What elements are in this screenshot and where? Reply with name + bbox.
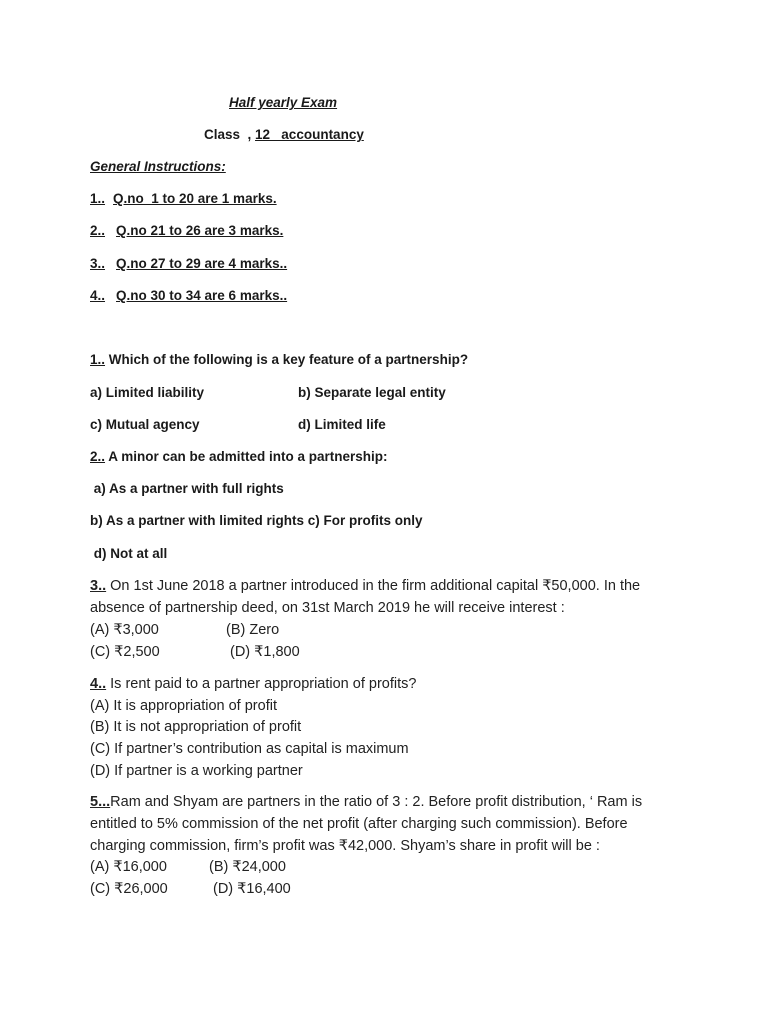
q4-option-d: (D) If partner is a working partner	[90, 763, 303, 779]
question-number: 1..	[90, 352, 106, 367]
q3-option-b: (B) Zero	[226, 622, 280, 638]
question-number: 2..	[90, 449, 106, 464]
instruction-item	[90, 285, 287, 307]
instruction-item	[90, 188, 277, 210]
q1-option-a: a) Limited liability	[90, 385, 205, 400]
instruction-item	[90, 220, 283, 242]
instruction-item	[90, 253, 287, 275]
question-5-continued: charging commission, firm’s profit was ₹42,000. Shyam’s share in profit will be :	[90, 838, 600, 854]
q3-option-a: (A) ₹3,000	[90, 622, 159, 638]
question-number: 3..	[90, 578, 107, 594]
q1-option-c: c) Mutual agency	[90, 417, 200, 432]
question-5-continued: entitled to 5% commission of the net profit (after charging such commission). Before	[90, 816, 628, 832]
q1-option-b: b) Separate legal entity	[298, 385, 446, 400]
question-2	[90, 446, 388, 468]
instruction-number: 1..	[90, 191, 106, 206]
instruction-text: Q.no 30 to 34 are 6 marks..	[116, 288, 288, 303]
q2-option-a: a) As a partner with full rights	[90, 481, 284, 496]
q5-option-c: (C) ₹26,000	[90, 881, 168, 897]
instruction-text: Q.no 21 to 26 are 3 marks.	[116, 223, 284, 238]
question-text: Which of the following is a key feature of a partnership?	[105, 352, 469, 367]
q4-option-a: (A) It is appropriation of profit	[90, 698, 277, 714]
q3-option-d: (D) ₹1,800	[230, 644, 300, 660]
question-text: A minor can be admitted into a partnership:	[105, 449, 388, 464]
instructions-heading: General Instructions:	[90, 159, 226, 174]
instruction-text: Q.no 27 to 29 are 4 marks..	[116, 256, 288, 271]
question-3	[90, 575, 640, 597]
question-1	[90, 349, 468, 371]
question-text: Is rent paid to a partner appropriation of profits?	[106, 676, 417, 692]
q5-option-b: (B) ₹24,000	[209, 859, 286, 875]
question-text: On 1st June 2018 a partner introduced in the firm additional capital ₹50,000. In the	[106, 578, 641, 594]
instruction-text: Q.no 1 to 20 are 1 marks.	[113, 191, 277, 206]
question-5	[90, 791, 642, 813]
q3-option-c: (C) ₹2,500	[90, 644, 160, 660]
q4-option-c: (C) If partner’s contribution as capital is maximum	[90, 741, 409, 757]
q5-option-d: (D) ₹16,400	[213, 881, 291, 897]
question-text: Ram and Shyam are partners in the ratio of 3 : 2. Before profit distribution, ‘ Ram is	[110, 794, 643, 810]
q2-option-bc: b) As a partner with limited rights c) For profits only	[90, 513, 423, 528]
q1-option-d: d) Limited life	[298, 417, 386, 432]
question-number: 4..	[90, 676, 107, 692]
instruction-number: 3..	[90, 256, 106, 271]
question-4	[90, 673, 416, 695]
q2-option-d: d) Not at all	[90, 546, 168, 561]
question-3-continued: absence of partnership deed, on 31st March 2019 he will receive interest :	[90, 600, 565, 616]
instruction-number: 4..	[90, 288, 106, 303]
class-label: Class ,	[204, 127, 256, 142]
class-subject: 12 accountancy	[255, 127, 364, 142]
q5-option-a: (A) ₹16,000	[90, 859, 167, 875]
exam-title: Half yearly Exam	[229, 95, 338, 110]
question-number: 5...	[90, 794, 111, 810]
class-line	[204, 124, 364, 146]
instruction-number: 2..	[90, 223, 106, 238]
q4-option-b: (B) It is not appropriation of profit	[90, 719, 302, 735]
